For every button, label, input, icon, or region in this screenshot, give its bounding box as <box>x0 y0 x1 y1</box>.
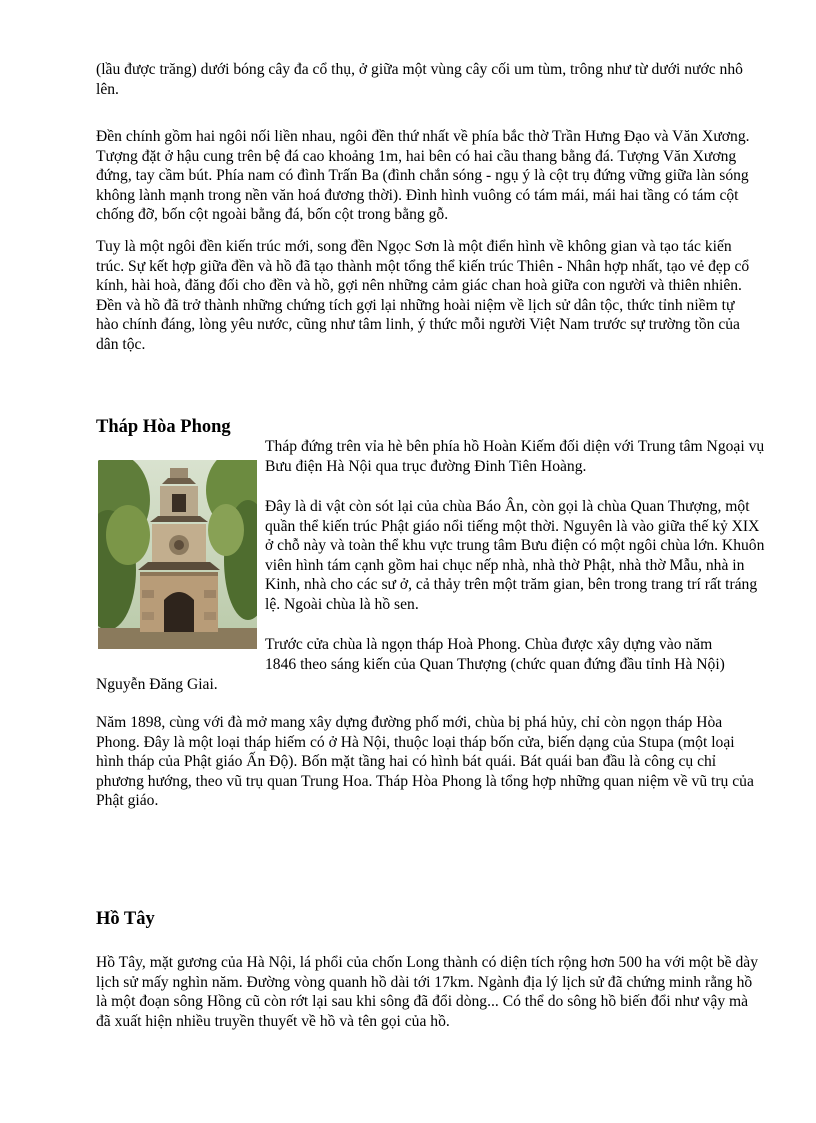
thap-hoa-phong-photo <box>98 460 257 649</box>
paragraph-chua-bao-an: Đây là di vật còn sót lại của chùa Báo Ân, còn gọi là chùa Quan Thượng, một quần thể kiến trúc Phật giáo nổi tiếng một thời. Nguyên là vào giữa thế kỷ XIX ở chỗ này và toàn thể khu vực trung tâm Bưu điện có một ngôi chùa lớn. Khuôn viên hình tám cạnh gồm hai chục nếp nhà, nhà thờ Phật, nhà thờ Mẫu, nhà in Kinh, nhà cho các sư ở, cả thảy trên một trăm gian, bên trong trang trí rất tráng lệ. Ngoài chùa là hồ sen. <box>265 498 765 613</box>
heading-thap-hoa-phong: Tháp Hòa Phong <box>96 417 231 437</box>
paragraph-truoc-cua-chua-line3: Nguyễn Đăng Giai. <box>96 676 218 693</box>
paragraph-truoc-cua-chua-line2: 1846 theo sáng kiến của Quan Thượng (chức quan đứng đầu tỉnh Hà Nội) <box>265 656 725 673</box>
paragraph-ho-tay: Hồ Tây, mặt gương của Hà Nội, lá phổi của chốn Long thành có diện tích rộng hơn 500 ha với một bề dày lịch sử mấy nghìn năm. Đường vòng quanh hồ dài tới 17km. Ngành địa lý lịch sử đã chứng minh rằng hồ là một đoạn sông Hồng cũ còn rớt lại sau khi sông đã đổi dòng... Có thể do sông hồ biến đổi như vậy mà đã xuất hiện nhiều truyền thuyết về hồ và tên gọi của hồ. <box>96 954 758 1030</box>
paragraph-den-chinh: Đền chính gồm hai ngôi nối liền nhau, ngôi đền thứ nhất về phía bắc thờ Trần Hưng Đạo và Văn Xương. Tượng đặt ở hậu cung trên bệ đá cao khoảng 1m, hai bên có hai cầu thang bằng đá. Tượng Văn Xương đứng, tay cầm bút. Phía nam có đình Trấn Ba (đình chắn sóng - ngụ ý là cột trụ đứng vững giữa làn sóng không lành mạnh trong nền văn hoá đương thời). Đình hình vuông có tám mái, mái hai tầng có tám cột chống đỡ, bốn cột ngoài bằng đá, bốn cột trong bằng gỗ. <box>96 128 750 224</box>
heading-ho-tay: Hồ Tây <box>96 909 155 929</box>
paragraph-vi-tri-thap: Tháp đứng trên vỉa hè bên phía hồ Hoàn Kiếm đối diện với Trung tâm Ngoại vụ Bưu điện Hà Nội qua trục đường Đinh Tiên Hoàng. <box>265 438 765 475</box>
tower-illustration <box>98 460 257 649</box>
paragraph-truoc-cua-chua-line1: Trước cửa chùa là ngọn tháp Hoà Phong. Chùa được xây dựng vào năm <box>265 636 713 653</box>
paragraph-den-ngoc-son-intro: (lầu được trăng) dưới bóng cây đa cổ thụ, ở giữa một vùng cây cối um tùm, trông như từ dưới nước nhô lên. <box>96 61 743 98</box>
paragraph-kien-truc: Tuy là một ngôi đền kiến trúc mới, song đền Ngọc Sơn là một điển hình về không gian và tạo tác kiến trúc. Sự kết hợp giữa đền và hồ đã tạo thành một tổng thể kiến trúc Thiên - Nhân hợp nhất, tạo vẻ đẹp cổ kính, hài hoà, đăng đối cho đền và hồ, gợi nên những cảm giác chan hoà giữa con người và thiên nhiên. Đền và hồ đã trở thành những chứng tích gợi lại những hoài niệm về lịch sử dân tộc, thức tỉnh niềm tự hào chính đáng, lòng yêu nước, cũng như tâm linh, ý thức mỗi người Việt Nam trước sự trường tồn của dân tộc. <box>96 238 750 353</box>
paragraph-nam-1898: Năm 1898, cùng với đà mở mang xây dựng đường phố mới, chùa bị phá hủy, chỉ còn ngọn tháp Hòa Phong. Đây là một loại tháp hiếm có ở Hà Nội, thuộc loại tháp bốn cửa, biến dạng của Stupa (một loại hình tháp của Phật giáo Ấn Độ). Bốn mặt tầng hai có hình bát quái. Bát quái ban đầu là công cụ chỉ phương hướng, theo vũ trụ quan Trung Hoa. Tháp Hòa Phong là tổng hợp những quan niệm về vũ trụ của Phật giáo. <box>96 714 754 810</box>
